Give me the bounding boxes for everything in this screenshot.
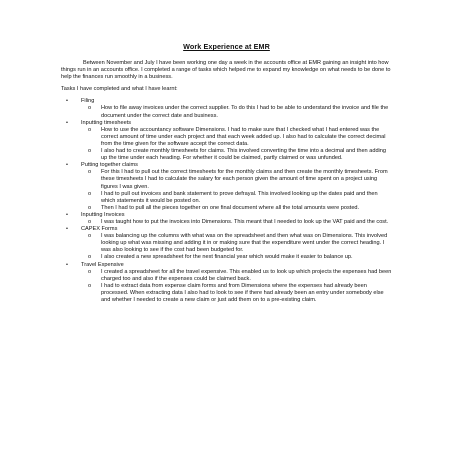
- section-items: [81, 233, 393, 261]
- section-inputting-invoices: [61, 212, 393, 226]
- list-item: [81, 169, 393, 190]
- list-item-text: I was balancing up the columns with what was on the spreadsheet and then what was on Dimensions. This involved looking up what was missing and adding it in or making sure that the expenditure went under the correct heading. I was also looking to see if the cost had been budgeted for.: [101, 233, 388, 254]
- list-item-text: I also had to create monthly timesheets for claims. This involved converting the time into a decimal and then adding up the time under each heading. For whether it could be claimed, partly claimed or was unfunded.: [101, 148, 387, 162]
- section-items: [81, 169, 393, 212]
- section-capex-forms: [61, 226, 393, 261]
- section-items: [81, 269, 393, 304]
- intro-paragraph: Between November and July I have been working one day a week in the accounts office at EMR gaining an insight into how things run in an accounts office. I completed a range of tasks which helped me to expand my knowledge on what needs to be done to help the finances run smoothly in a business.: [61, 60, 391, 81]
- bullet-icon: •: [66, 119, 68, 126]
- list-item-text: I was taught how to put the invoices into Dimensions. This meant that I needed to look up the VAT paid and the cost.: [101, 218, 389, 225]
- bullet-icon: •: [66, 98, 68, 105]
- list-item-text: How to use the accountancy software Dimensions. I had to make sure that I checked what I had entered was the correct amount of time under each project and that each week added up. I also had to calculate the correct decimal from the time given for the software accept the correct data.: [101, 126, 386, 147]
- list-item-text: I had to extract data from expense claim forms and from Dimensions where the expenses had already been processed. When extracting data I also had to look to see if there had already been an entry under somebody else and whether I needed to create a new claim or just add them on to a pre-existing claim.: [101, 282, 384, 303]
- bullet-icon: •: [66, 261, 68, 268]
- list-item-text: For this I had to pull out the correct timesheets for the monthly claims and then create the monthly timesheets. From these timesheets I had to calculate the salary for each person given the amount of time spent on a project using figures I was given.: [101, 169, 388, 190]
- document-body: [61, 60, 393, 304]
- sub-bullet-icon: o: [88, 268, 92, 275]
- list-item: [81, 219, 393, 226]
- list-item-text: Then I had to pull all the pieces together on one final document where all the total amounts were posted.: [101, 204, 360, 211]
- list-item: [81, 269, 393, 283]
- sub-bullet-icon: o: [88, 204, 92, 211]
- sub-bullet-icon: o: [88, 126, 92, 133]
- sub-bullet-icon: o: [88, 233, 92, 240]
- sub-bullet-icon: o: [88, 282, 92, 289]
- sub-bullet-icon: o: [88, 190, 92, 197]
- list-item: [81, 105, 393, 119]
- list-item-text: I had to pull out invoices and bank statement to prove defrayal. This involved looking up the dates paid and then which statements it would be posted on.: [101, 190, 378, 204]
- list-item-text: I created a spreadsheet for all the travel expensive. This enabled us to look up which projects the expenses had been charged too and also if the expenses could be claimed back.: [101, 268, 392, 282]
- list-item: [81, 283, 393, 304]
- list-item-text: How to file away invoices under the correct supplier. To do this I had to be able to understand the invoice and file the document under the correct date and business.: [101, 105, 389, 119]
- tasks-lead-in: Tasks I have completed and what I have learnt:: [61, 86, 178, 93]
- sub-bullet-icon: o: [88, 218, 92, 225]
- list-item: [81, 148, 393, 162]
- list-item: [81, 254, 393, 261]
- section-heading: Inputting Invoices: [81, 211, 125, 218]
- bullet-icon: •: [66, 162, 68, 169]
- section-heading: Travel Expensive: [81, 261, 124, 268]
- list-item: [81, 205, 393, 212]
- sub-bullet-icon: o: [88, 169, 92, 176]
- bullet-icon: •: [66, 226, 68, 233]
- section-putting-together-claims: [61, 162, 393, 212]
- section-heading: Putting together claims: [81, 162, 138, 169]
- sub-bullet-icon: o: [88, 254, 92, 261]
- section-items: [81, 127, 393, 162]
- list-item-text: I also created a new spreadsheet for the next financial year which would make it easier to balance up.: [101, 254, 353, 261]
- sub-bullet-icon: o: [88, 148, 92, 155]
- list-item: [81, 191, 393, 205]
- bullet-icon: •: [66, 211, 68, 218]
- section-heading: CAPEX Forms: [81, 226, 118, 233]
- section-travel-expensive: [61, 262, 393, 305]
- section-items: [81, 219, 393, 226]
- task-section-list: [61, 98, 393, 304]
- section-heading: Filing: [81, 98, 95, 105]
- sub-bullet-icon: o: [88, 105, 92, 112]
- list-item: [81, 127, 393, 148]
- list-item: [81, 233, 393, 254]
- section-items: [81, 105, 393, 119]
- section-heading: Inputting timesheets: [81, 119, 132, 126]
- section-filing: [61, 98, 393, 119]
- document-title: Work Experience at EMR: [183, 42, 270, 51]
- section-inputting-timesheets: [61, 120, 393, 163]
